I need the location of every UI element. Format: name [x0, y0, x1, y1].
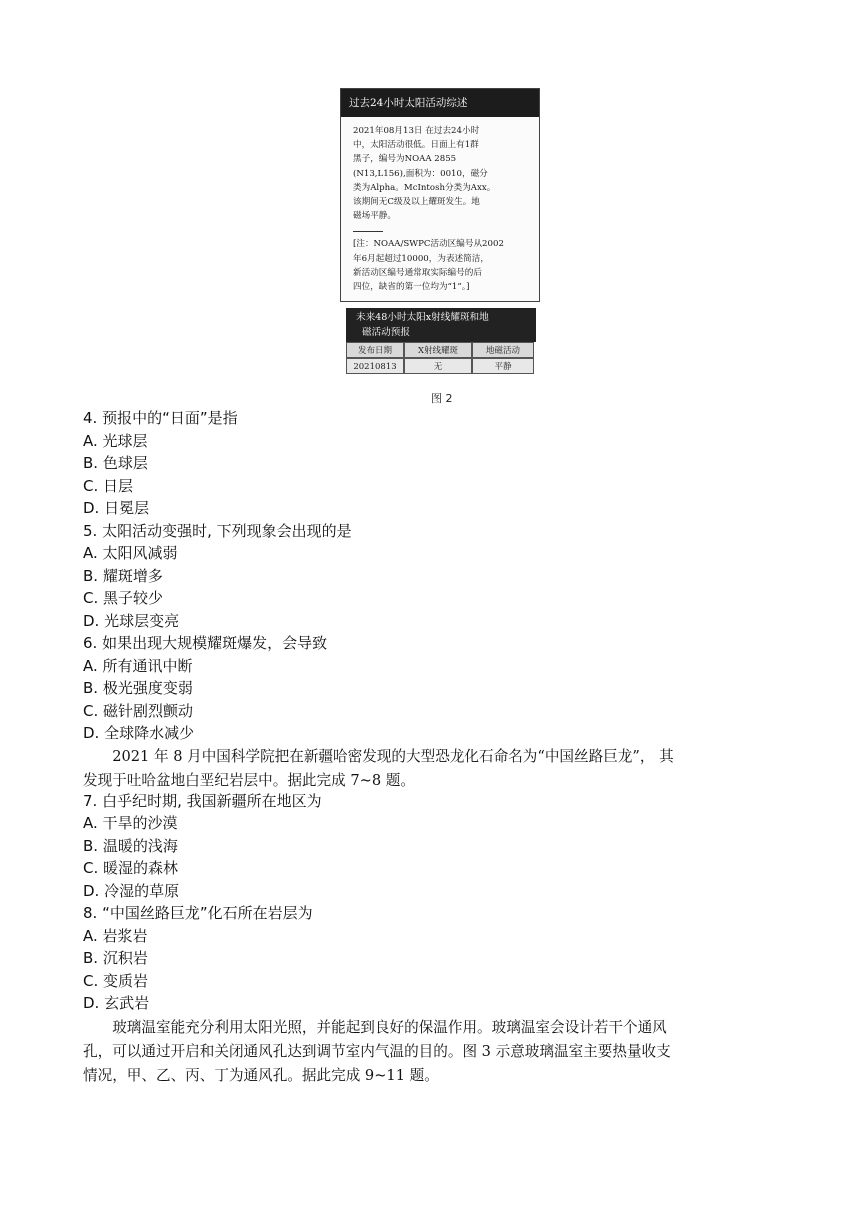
forecast-cell-xray: 无 — [404, 358, 472, 374]
forecast-title-line: 未来48小时太阳x射线耀斑和地 — [356, 312, 489, 323]
summary-line: 中，太阳活动很低。日面上有1群 — [353, 140, 479, 151]
note-line: 新活动区编号通常取实际编号的后 — [353, 267, 482, 278]
question-7-option-c: C. 暖湿的森林 — [83, 859, 179, 877]
question-6-stem: 6. 如果出现大规模耀斑爆发，会导致 — [83, 634, 328, 652]
question-7-option-d: D. 冷湿的草原 — [83, 882, 180, 900]
passage-dinosaur — [83, 745, 779, 793]
question-7-option-b: B. 温暖的浅海 — [83, 837, 178, 855]
question-8-option-c: C. 变质岩 — [83, 972, 149, 990]
forecast-title — [346, 308, 536, 342]
forecast-header-geomag: 地磁活动 — [472, 342, 534, 358]
question-7-stem: 7. 白乎纪时期, 我国新疆所在地区为 — [83, 792, 322, 810]
forecast-cell-date: 20210813 — [346, 358, 404, 374]
forecast-title-line: 磁活动预报 — [362, 327, 410, 338]
question-8-stem: 8. “中国丝路巨龙”化石所在岩层为 — [83, 904, 313, 922]
note-line: 四位，缺省的第一位均为“1”。] — [353, 282, 470, 293]
forecast-panel — [346, 308, 536, 378]
question-4-stem: 4. 预报中的“日面”是指 — [83, 409, 238, 427]
forecast-header-xray: X射线耀斑 — [404, 342, 472, 358]
note-line: [注：NOAA/SWPC活动区编号从2002 — [353, 239, 504, 250]
passage-line: 情况，甲、乙、丙、丁为通风孔。据此完成 9~11 题。 — [83, 1067, 439, 1084]
forecast-table — [346, 342, 536, 374]
passage-line: 2021 年 8 月中国科学院把在新疆哈密发现的大型恐龙化石命名为“中国丝路巨龙”， 其 — [83, 748, 674, 765]
summary-line: 2021年08月13日 在过去24小时 — [353, 126, 480, 136]
summary-line: 该期间无C级及以上耀斑发生。地 — [353, 197, 480, 208]
question-4-option-d: D. 日冕层 — [83, 499, 150, 517]
question-5-option-b: B. 耀斑增多 — [83, 567, 163, 585]
summary-line: (N13,L156),面积为：0010，磁分 — [353, 168, 488, 179]
question-5-option-a: A. 太阳风减弱 — [83, 544, 178, 562]
question-6-option-c: C. 磁针剧烈颤动 — [83, 702, 194, 720]
summary-body — [341, 117, 539, 294]
figure-caption: 图 2 — [431, 392, 453, 405]
solar-activity-summary-panel — [340, 88, 540, 302]
forecast-cell-geomag: 平静 — [472, 358, 534, 374]
question-6-option-b: B. 极光强度变弱 — [83, 679, 193, 697]
question-8-option-d: D. 玄武岩 — [83, 994, 150, 1012]
question-8-option-a: A. 岩浆岩 — [83, 927, 148, 945]
question-4-option-c: C. 日层 — [83, 477, 134, 495]
note-line: 年6月起超过10000，为表述简洁， — [353, 253, 489, 264]
passage-greenhouse — [83, 1016, 779, 1088]
question-5-stem: 5. 太阳活动变强时, 下列现象会出现的是 — [83, 522, 352, 540]
summary-line: 黑子，编号为NOAA 2855 — [353, 154, 457, 165]
question-4-option-a: A. 光球层 — [83, 432, 148, 450]
summary-line: 磁场平静。 — [353, 211, 396, 222]
passage-line: 发现于吐哈盆地白垩纪岩层中。据此完成 7~8 题。 — [83, 772, 415, 789]
summary-title: 过去24小时太阳活动综述 — [341, 89, 539, 117]
question-4-option-b: B. 色球层 — [83, 454, 148, 472]
passage-line: 玻璃温室能充分利用太阳光照，并能起到良好的保温作用。玻璃温室会设计若干个通风 — [83, 1019, 667, 1036]
question-6-option-d: D. 全球降水减少 — [83, 724, 195, 742]
question-5-option-d: D. 光球层变亮 — [83, 612, 180, 630]
question-6-option-a: A. 所有通讯中断 — [83, 657, 193, 675]
divider — [353, 231, 383, 232]
question-8-option-b: B. 沉积岩 — [83, 949, 148, 967]
forecast-header-date: 发布日期 — [346, 342, 404, 358]
summary-line: 类为Alpha。McIntosh分类为Axx。 — [353, 182, 496, 193]
passage-line: 孔，可以通过开启和关闭通风孔达到调节室内气温的目的。图 3 示意玻璃温室主要热量收支 — [83, 1043, 671, 1060]
question-5-option-c: C. 黑子较少 — [83, 589, 164, 607]
question-7-option-a: A. 干旱的沙漠 — [83, 814, 178, 832]
